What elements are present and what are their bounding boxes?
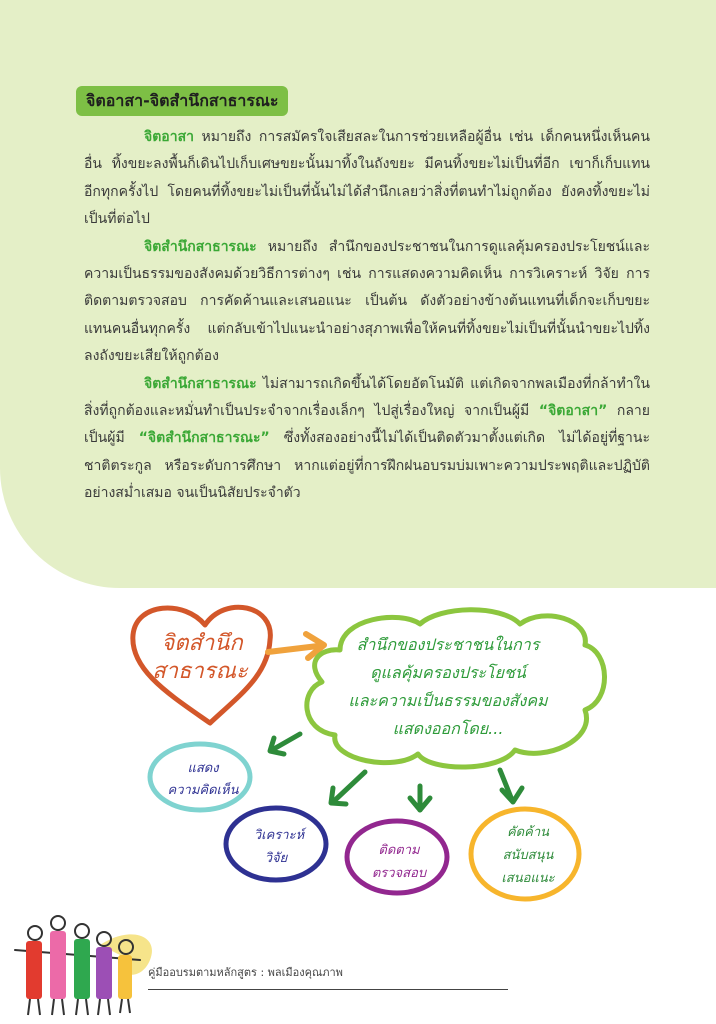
person-body-2 <box>50 931 66 999</box>
person-legs-2 <box>52 999 64 1015</box>
person-head-1 <box>28 926 42 940</box>
person-legs-5 <box>120 999 130 1013</box>
circle-oppose-line3: เสนอแนะ <box>501 871 555 886</box>
cloud-label-line3: และความเป็นธรรมของสังคม <box>348 691 548 710</box>
circle-analysis <box>226 808 326 880</box>
person-legs-4 <box>98 999 110 1015</box>
person-body-1 <box>26 941 42 999</box>
circle-monitor-line1: ติดตาม <box>378 843 420 858</box>
paragraph-volunteer <box>84 124 650 234</box>
term-public-mind-2: จิตสำนึกสาธารณะ <box>144 375 257 392</box>
footer-rule <box>148 989 508 990</box>
circle-analysis-line2: วิจัย <box>264 851 288 866</box>
people-legs <box>28 999 130 1015</box>
person-head-2 <box>51 916 65 930</box>
term-public-mind: จิตสำนึกสาธารณะ <box>144 238 257 255</box>
body-text <box>84 124 650 508</box>
circle-monitor-line2: ตรวจสอบ <box>371 866 427 881</box>
circle-oppose-line2: สนับสนุน <box>502 848 554 863</box>
paragraph-conclusion-body-a: ไม่สามารถเกิดขึ้นได้โดยอัตโนมัติ แต่เกิดจากพลเมืองที่กล้าทำในสิ่งที่ถูกต้องและหมั่นทำเป็นประจำจากเรื่องเล็กๆ ไปสู่เรื่องใหญ่ จากเป็นผู้มี <box>84 375 650 420</box>
concept-diagram <box>0 590 716 910</box>
person-body-4 <box>96 947 112 999</box>
person-legs-3 <box>76 999 88 1015</box>
paragraph-public-mind-body: หมายถึง สำนึกของประชาชนในการดูแลคุ้มครองประโยชน์และความเป็นธรรมของสังคมด้วยวิธีการต่างๆ เช่น การแสดงความคิดเห็น การวิเคราะห์ วิจัย การติดตามตรวจสอบ การคัดค้านและเสนอแนะ เป็นต้น ดังตัวอย่างข้างต้นแทนที่เด็กจะเก็บขยะแทนคนอื่นทุกครั้ง แต่กลับเข้าไปแนะนำอย่างสุภาพเพื่อให้คนที่ทิ้งขยะไม่เป็นที่นั้นนำขยะไปทิ้งลงถังขยะเสียให้ถูกต้อง <box>84 238 650 365</box>
circle-opinion-line2: ความคิดเห็น <box>167 783 239 798</box>
heart-label-line2: สาธารณะ <box>152 659 248 684</box>
footer-people-illustration <box>0 905 716 1024</box>
paragraph-conclusion-body-c: ซึ่งทั้งสองอย่างนี้ไม่ได้เป็นติดตัวมาตั้งแต่เกิด ไม่ได้อยู่ที่ฐานะ ชาติตระกูล หรือระดับการศึกษา หากแต่อยู่ที่การฝึกฝนอบรมบ่มเพาะความประพฤติและปฏิบัติอย่างสม่ำเสมอ จนเป็นนิสัยประจำตัว <box>84 430 651 502</box>
heart-label-line1: จิตสำนึก <box>161 631 243 656</box>
circle-oppose-line1: คัดค้าน <box>506 825 550 840</box>
arrow-to-opinion <box>272 734 300 750</box>
arrow-heart-to-cloud <box>268 646 318 652</box>
quote-public-mind: “จิตสำนึกสาธารณะ” <box>138 430 270 447</box>
quote-volunteer: “จิตอาสา” <box>538 403 608 420</box>
circle-opinion-line1: แสดง <box>187 761 219 776</box>
section-heading: จิตอาสา-จิตสำนึกสาธารณะ <box>76 86 288 116</box>
arrow-to-analysis <box>333 772 365 802</box>
person-head-3 <box>75 924 89 938</box>
cloud-label-line1: สำนึกของประชาชนในการ <box>356 635 540 654</box>
person-body-3 <box>74 939 90 999</box>
cloud-shape <box>307 610 605 767</box>
circle-opinion <box>150 744 250 810</box>
paragraph-public-mind <box>84 234 650 371</box>
footer-title: คู่มืออบรมตามหลักสูตร : พลเมืองคุณภาพ <box>148 966 343 979</box>
paragraph-conclusion-body-b: กลายเป็นผู้มี <box>84 403 650 447</box>
paragraph-volunteer-body: หมายถึง การสมัครใจเสียสละในการช่วยเหลือผู้อื่น เช่น เด็กคนหนึ่งเห็นคนอื่น ทิ้งขยะลงพื้นก็เดินไปเก็บเศษขยะนั้นมาทิ้งในถังขยะ มีคนทิ้งขยะไม่เป็นที่อีก เขาก็เก็บแทนอีกทุกครั้งไป โดยคนที่ทิ้งขยะไม่เป็นที่นั้นไม่ได้สำนึกเลยว่าสิ่งที่ตนทำไม่ถูกต้อง ยังคงทิ้งขยะไม่เป็นที่ต่อไป <box>84 129 650 228</box>
paragraph-conclusion <box>84 371 650 508</box>
green-arrows <box>270 734 522 810</box>
person-body-5 <box>118 955 132 999</box>
person-legs-1 <box>28 999 40 1015</box>
cloud-label-line2: ดูแลคุ้มครองประโยชน์ <box>370 663 526 682</box>
term-volunteer: จิตอาสา <box>144 129 194 145</box>
circle-analysis-line1: วิเคราะห์ <box>253 828 305 843</box>
cloud-label-line4: แสดงออกโดย... <box>392 719 504 738</box>
